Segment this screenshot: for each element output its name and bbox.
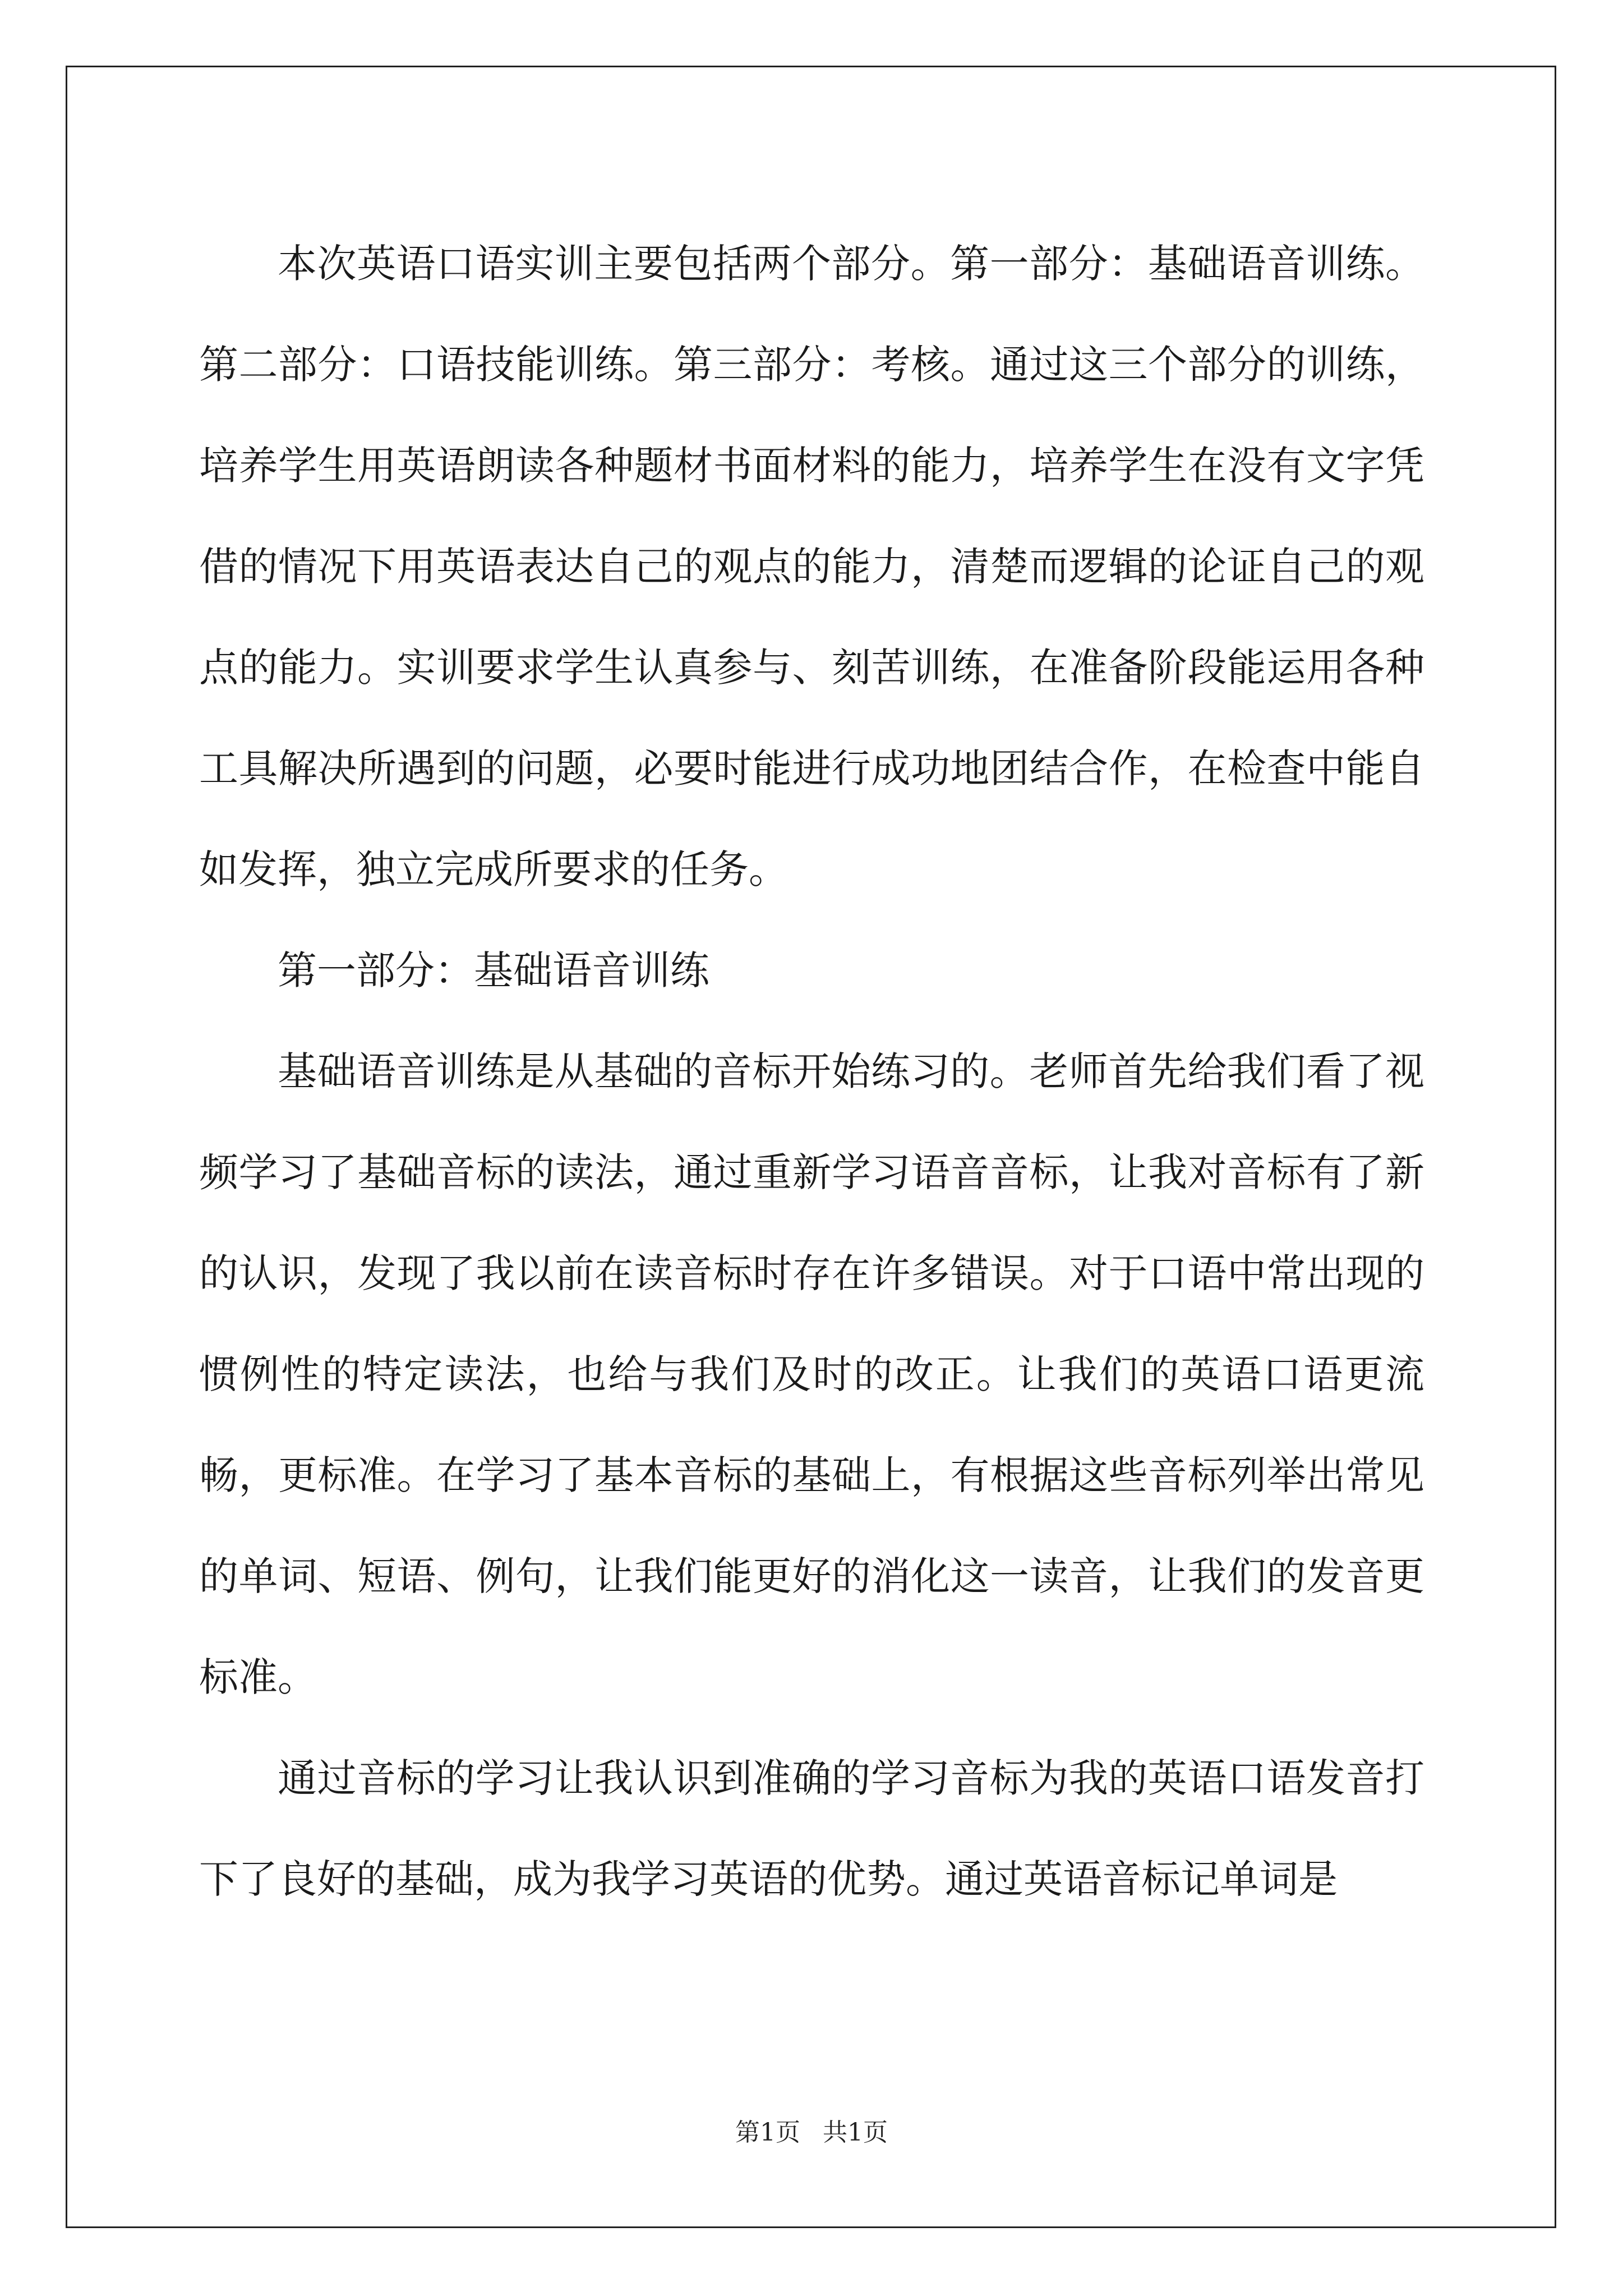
page-footer — [0, 2116, 1623, 2150]
paragraph-conclusion: 通过音标的学习让我认识到准确的学习音标为我的英语口语发音打下了良好的基础，成为我学习英语的优势。通过英语音标记单词是 — [199, 1755, 1424, 1902]
paragraph-phonetics: 基础语音训练是从基础的音标开始练习的。老师首先给我们看了视频学习了基础音标的读法，通过重新学习语音音标，让我对音标有了新的认识，发现了我以前在读音标时存在许多错误。对于口语中常出现的惯例性的特定读法，也给与我们及时的改正。让我们的英语口语更流畅，更标准。在学习了基本音标的基础上，有根据这些音标列举出常见的单词、短语、例句，让我们能更好的消化这一读音，让我们的发音更标准。 — [199, 1048, 1424, 1700]
page-total: 共1页 — [823, 2118, 888, 2147]
section-heading: 第一部分：基础语音训练 — [278, 947, 709, 993]
paragraph-intro: 本次英语口语实训主要包括两个部分。第一部分：基础语音训练。第二部分：口语技能训练。第三部分：考核。通过这三个部分的训练，培养学生用英语朗读各种题材书面材料的能力，培养学生在没有文字凭借的情况下用英语表达自己的观点的能力，清楚而逻辑的论证自己的观点的能力。实训要求学生认真参与、刻苦训练，在准备阶段能运用各种工具解决所遇到的问题，必要时能进行成功地团结合作，在检查中能自如发挥，独立完成所要求的任务。 — [199, 241, 1424, 892]
document-body — [199, 213, 1424, 1930]
page-number: 第1页 — [735, 2118, 800, 2147]
